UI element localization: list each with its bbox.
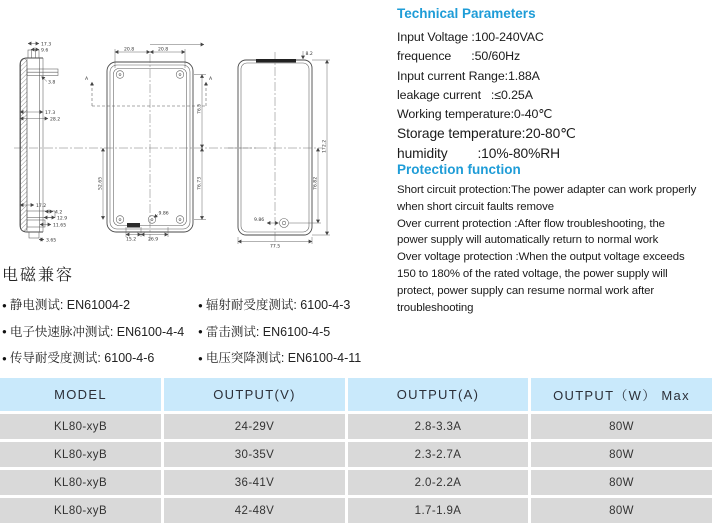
protection-function-text xyxy=(397,182,712,316)
emc-item-label: 电压突降测试: EN6100-4-11 xyxy=(205,351,362,365)
column-header-output-w: OUTPUT（W） Max xyxy=(531,378,712,411)
protection-line: Over voltage protection :When the output voltage exceeds xyxy=(397,251,685,264)
column-header-output-v: OUTPUT(V) xyxy=(164,378,345,411)
table-cell-output-a: 1.7-1.9A xyxy=(348,498,528,523)
dimension-label: 9.86 xyxy=(158,211,169,217)
protection-line: power supply will automatically return to normal work xyxy=(397,234,659,247)
cable-hole xyxy=(280,219,289,228)
emc-section xyxy=(2,262,361,366)
emc-item xyxy=(198,295,361,313)
table-cell-output-w: 80W xyxy=(531,442,712,467)
dimension-label: 26.9 xyxy=(148,237,159,243)
protection-line: protect, power supply can resume normal work after xyxy=(397,284,655,297)
output-spec-table xyxy=(0,378,712,526)
drawing-side-view xyxy=(20,41,67,243)
dimension-label: 3.65 xyxy=(46,238,57,244)
table-row xyxy=(0,498,712,523)
protection-line: Over current protection :After flow troubleshooting, the xyxy=(397,217,665,230)
dimension-label: 52.65 xyxy=(98,176,104,190)
bullet-icon: ● xyxy=(2,300,7,310)
column-header-output-a: OUTPUT(A) xyxy=(348,378,528,411)
parameter-line: leakage current :≤0.25A xyxy=(397,87,533,102)
dimension-label: 3.8 xyxy=(48,80,56,86)
table-cell-output-a: 2.8-3.3A xyxy=(348,414,528,439)
protection-line: when short circuit faults remove xyxy=(397,200,554,213)
dimension-label: 17.2 xyxy=(36,203,47,209)
emc-item-label: 电子快速脉冲测试: EN6100-4-4 xyxy=(9,324,185,339)
parameter-line: Input current Range:1.88A xyxy=(397,68,540,83)
dimension-label: 28.2 xyxy=(50,117,61,123)
protection-line: 150 to 180% of the rated voltage, the power supply will xyxy=(397,267,668,280)
parameter-line: humidity :10%-80%RH xyxy=(397,145,561,161)
table-row xyxy=(0,470,712,495)
dimension-label: 77.5 xyxy=(270,244,281,250)
bullet-icon: ● xyxy=(198,300,203,310)
protection-function-title: Protection function xyxy=(397,162,521,177)
protection-line: troubleshooting xyxy=(397,301,474,314)
dimension-label: 20.8 xyxy=(124,47,135,53)
parameter-line: Input Voltage :100-240VAC xyxy=(397,30,544,44)
table-cell-model: KL80-xyB xyxy=(0,470,161,495)
dimension-label: 9.86 xyxy=(254,218,265,223)
emc-item-label: 传导耐受度测试: 6100-4-6 xyxy=(9,351,155,365)
drawing-front-view xyxy=(228,51,330,250)
bullet-icon: ● xyxy=(2,353,7,363)
table-cell-output-w: 80W xyxy=(531,414,712,439)
dimension-label: 20.8 xyxy=(158,47,169,53)
technical-parameters-section xyxy=(397,6,712,163)
parameter-line: Storage temperature:20-80℃ xyxy=(397,126,576,142)
table-header-row xyxy=(0,378,712,411)
dimension-label: 172.2 xyxy=(322,139,328,153)
dimension-label: 12.9 xyxy=(57,216,68,222)
emc-item-label: 辐射耐受度测试: 6100-4-3 xyxy=(205,298,351,312)
emc-item xyxy=(2,322,198,340)
table-cell-output-v: 24-29V xyxy=(164,414,345,439)
dimension-label: 11.65 xyxy=(53,223,67,229)
protection-line: Short circuit protection:The power adapter can work properly xyxy=(397,184,697,196)
table-cell-model: KL80-xyB xyxy=(0,498,161,523)
technical-parameters-title: Technical Parameters xyxy=(397,6,536,21)
table-cell-model: KL80-xyB xyxy=(0,414,161,439)
emc-test-list xyxy=(2,295,361,366)
protection-function-section xyxy=(397,162,712,316)
column-header-model: MODEL xyxy=(0,378,161,411)
emc-item-label: 静电测试: EN61004-2 xyxy=(9,298,131,312)
section-label: A xyxy=(85,77,89,82)
emc-item-label: 雷击测试: EN6100-4-5 xyxy=(205,324,331,339)
drawing-back-view xyxy=(85,45,213,243)
dimension-label: 76.82 xyxy=(313,176,319,190)
table-row xyxy=(0,414,712,439)
table-cell-output-w: 80W xyxy=(531,470,712,495)
emc-item xyxy=(198,322,361,340)
enclosure-drawings xyxy=(0,28,390,250)
section-label: A xyxy=(209,77,213,82)
dimension-label: 4.2 xyxy=(55,210,63,216)
dimension-label: 17.3 xyxy=(41,42,52,48)
dimension-label: 17.3 xyxy=(45,110,56,116)
table-cell-output-a: 2.3-2.7A xyxy=(348,442,528,467)
dimension-label: 76.73 xyxy=(197,176,203,190)
bullet-icon: ● xyxy=(2,327,7,336)
dimension-label: 9.6 xyxy=(41,48,49,54)
bullet-icon: ● xyxy=(198,353,203,363)
table-cell-output-v: 36-41V xyxy=(164,470,345,495)
table-cell-output-w: 80W xyxy=(531,498,712,523)
bullet-icon: ● xyxy=(198,327,203,336)
table-cell-output-v: 42-48V xyxy=(164,498,345,523)
vent-slot xyxy=(256,59,296,63)
table-row xyxy=(0,442,712,467)
emc-item xyxy=(2,348,198,366)
technical-parameters-list xyxy=(397,28,712,163)
dimension-label: 76.5 xyxy=(197,103,203,114)
parameter-line: frequence :50/60Hz xyxy=(397,49,521,64)
connector-slot xyxy=(127,223,140,228)
table-cell-model: KL80-xyB xyxy=(0,442,161,467)
emc-title: 电磁兼容 xyxy=(2,267,75,284)
emc-item xyxy=(2,295,198,313)
dimension-label: 15.2 xyxy=(126,237,137,243)
emc-item xyxy=(198,348,361,366)
table-cell-output-a: 2.0-2.2A xyxy=(348,470,528,495)
table-cell-output-v: 30-35V xyxy=(164,442,345,467)
parameter-line: Working temperature:0-40℃ xyxy=(397,107,553,122)
dimension-label: 8.2 xyxy=(305,52,313,57)
